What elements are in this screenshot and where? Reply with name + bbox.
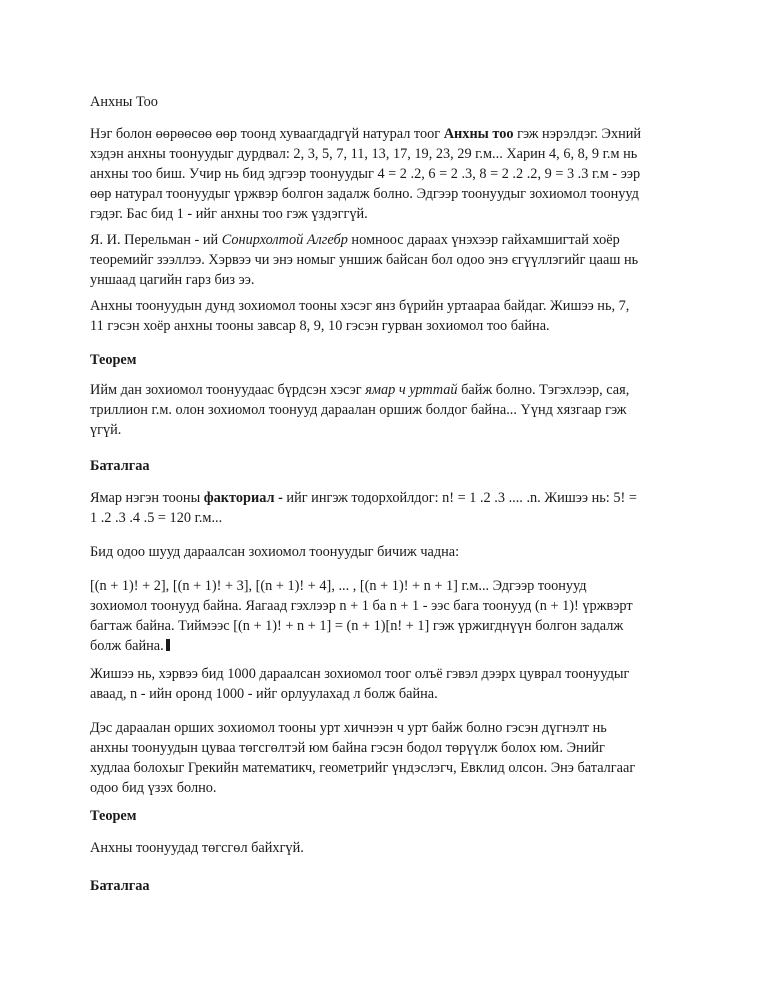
text-span: Я. И. Перельман - ий: [90, 232, 222, 248]
text-line: аваад, n - ийн оронд 1000 - ийг орлуулахад л болж байна.: [90, 686, 438, 702]
paragraph-factorial: [90, 488, 690, 528]
text-span: байж болно. Тэгэхлээр, сая,: [457, 382, 630, 398]
heading-theorem: Теорем: [90, 808, 137, 824]
book-title: Сонирхолтой Алгебр: [221, 232, 348, 248]
qed-mark-icon: [166, 639, 170, 651]
paragraph-euclid: [90, 718, 690, 798]
paragraph-construction: [90, 576, 690, 656]
text-line: зохиомол тоонууд байна. Яагаад гэхлээр n + 1 ба n + 1 - ээс бага тоонууд (n + 1)! үржвэрт: [90, 598, 633, 614]
text-span: Ямар нэгэн тооны: [90, 490, 204, 506]
text-span: ийг ингэж тодорхойлдог: n! = 1 .2 .3 .... .n. Жишээ нь: 5! =: [282, 490, 637, 506]
text-line: [90, 124, 690, 144]
text-line: одоо бид үзэх болно.: [90, 780, 217, 796]
text-line: анхны тоонуудын цуваа төгсгөлтэй юм байна гэсэн бодол төрүүлж болох юм. Энийг: [90, 740, 605, 756]
heading-theorem: Теорем: [90, 352, 137, 368]
heading-proof: Баталгаа: [90, 458, 150, 474]
document-title: Анхны Тоо: [90, 94, 158, 110]
text-span: номноос дараах үнэхээр гайхамшигтай хоёр: [347, 232, 620, 248]
heading-proof: Баталгаа: [90, 878, 150, 894]
paragraph-theorem: [90, 380, 690, 440]
text-line: 1 .2 .3 .4 .5 = 120 г.м...: [90, 510, 223, 526]
text-line: триллион г.м. олон зохиомол тоонууд дараалан оршиж болдог байна... Үүнд хязгаар гэж: [90, 402, 627, 418]
text-line: багтаж байна. Тиймээс [(n + 1)! + n + 1] = (n + 1)[n! + 1] гэж үржигднүүн болгон задалж: [90, 618, 624, 634]
text-line: худлаа болохыг Грекийн математикч, геометрийг үндэслэгч, Евклид олсон. Энэ баталгааг: [90, 760, 636, 776]
bold-term: факториал -: [203, 490, 283, 506]
paragraph-intro: Бид одоо шууд дараалсан зохиомол тоонуудыг бичиж чадна:: [90, 544, 460, 560]
text-line: Жишээ нь, хэрвээ бид 1000 дараалсан зохиомол тоог олъё гэвэл дээрх цуврал тоонуудыг: [90, 666, 630, 682]
bold-term: Анхны тоо: [443, 126, 514, 142]
text-line: [90, 380, 690, 400]
text-line: теоремийг зээллээ. Хэрвээ чи энэ номыг уншиж байсан бол одоо энэ єгүүллэгийг цааш нь: [90, 252, 639, 268]
text-line: [90, 636, 690, 656]
text-line: өөр натурал тоонуудыг үржвэр болгон задалж болно. Эдгээр тоонуудыг зохиомол тоонууд: [90, 186, 639, 202]
paragraph-gaps: [90, 296, 690, 336]
text-line: үгүй.: [90, 422, 122, 438]
text-line: хэдэн анхны тоонуудыг дурдвал: 2, 3, 5, 7, 11, 13, 17, 19, 23, 29 г.м... Харин 4, 6, 8, 9 г.м нь: [90, 146, 638, 162]
paragraph-definition: [90, 124, 690, 224]
text-line: [(n + 1)! + 2], [(n + 1)! + 3], [(n + 1)! + 4], ... , [(n + 1)! + n + 1] г.м... Эдгээр тоонууд: [90, 578, 587, 594]
text-span: гэж нэрэлдэг. Эхний: [513, 126, 642, 142]
paragraph-example: [90, 664, 690, 704]
text-line: Дэс дараалан орших зохиомол тооны урт хичнээн ч урт байж болно гэсэн дүгнэлт нь: [90, 720, 607, 736]
paragraph-infinite-primes: Анхны тоонуудад төгсгөл байхгүй.: [90, 840, 304, 856]
text-line: Анхны тоонуудын дунд зохиомол тооны хэсэг янз бүрийн уртаараа байдаг. Жишээ нь, 7,: [90, 298, 630, 314]
text-span: Нэг болон өөрөөсөө өөр тоонд хуваагдадгүй натурал тоог: [90, 126, 444, 142]
text-span: Ийм дан зохиомол тоонуудаас бүрдсэн хэсэг: [90, 382, 366, 398]
italic-phrase: ямар ч урттай: [365, 382, 458, 398]
text-line: 11 гэсэн хоёр анхны тооны завсар 8, 9, 10 гэсэн гурван зохиомол тоо байна.: [90, 318, 550, 334]
text-span: болж байна.: [90, 638, 164, 654]
text-line: анхны тоо биш. Учир нь бид эдгээр тоонуудыг 4 = 2 .2, 6 = 2 .3, 8 = 2 .2 .2, 9 = 3 .3 г.м - ээр: [90, 166, 641, 182]
text-line: [90, 230, 690, 250]
text-line: [90, 488, 690, 508]
paragraph-source: [90, 230, 690, 290]
text-line: гэдэг. Бас бид 1 - ийг анхны тоо гэж үздэггүй.: [90, 206, 368, 222]
text-line: уншаад цагийн гарз биз ээ.: [90, 272, 255, 288]
